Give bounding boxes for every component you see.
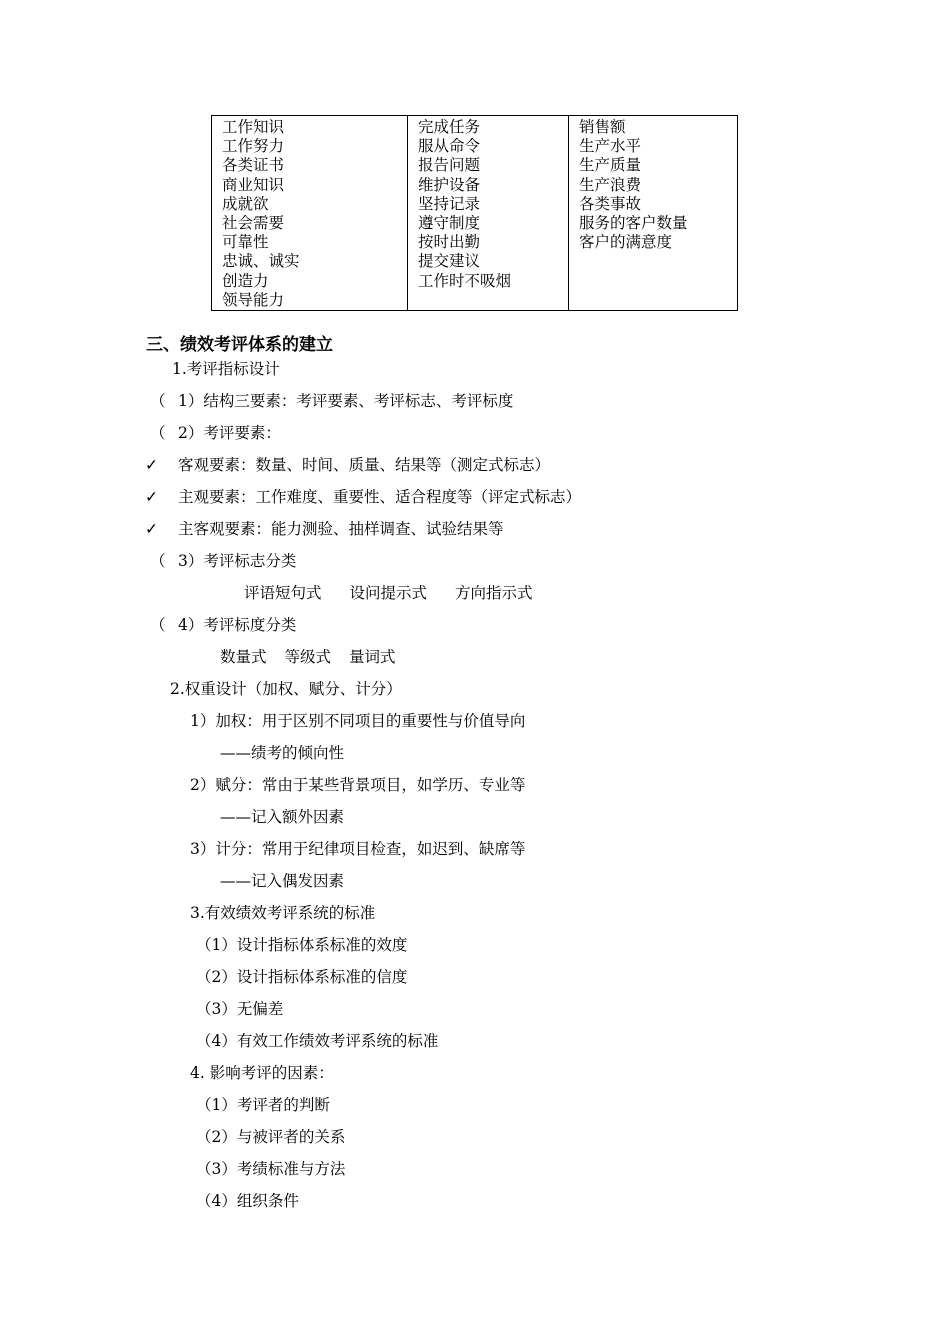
table-cell: 按时出勤 <box>418 233 481 252</box>
table-cell: 工作努力 <box>222 137 285 156</box>
table-cell: 销售额 <box>579 118 626 136</box>
table-cell: 维护设备 <box>418 175 481 194</box>
paren-mark: （ <box>150 616 166 634</box>
list-item: 2）赋分：常由于某些背景项目，如学历、专业等 <box>190 776 526 794</box>
list-item: 3）考评标志分类 <box>178 552 297 570</box>
subsection-title: 1.考评指标设计 <box>172 360 280 378</box>
table-cell: 可靠性 <box>222 233 269 252</box>
list-item: 1）结构三要素：考评要素、考评标志、考评标度 <box>178 392 514 410</box>
table-cell: 坚持记录 <box>418 194 481 213</box>
table-cell: 工作知识 <box>222 118 285 136</box>
checkmark-icon: ✓ <box>145 456 158 474</box>
list-item: （3）考绩标准与方法 <box>196 1160 346 1178</box>
table-cell: 领导能力 <box>222 290 285 309</box>
list-item: （1）设计指标体系标准的效度 <box>196 936 408 954</box>
table-cell: 生产水平 <box>579 137 642 156</box>
type-item: 数量式 <box>220 648 267 666</box>
table-cell: 商业知识 <box>222 175 285 194</box>
paren-mark: （ <box>150 424 166 442</box>
subsection-title: 3.有效绩效考评系统的标准 <box>190 904 376 922</box>
list-item: （2）设计指标体系标准的信度 <box>196 968 408 986</box>
subsection-title: 2.权重设计（加权、赋分、计分） <box>170 680 402 698</box>
type-item: 评语短句式 <box>244 584 322 602</box>
type-item: 方向指示式 <box>455 584 533 602</box>
scale-types <box>220 647 396 667</box>
list-item: （3）无偏差 <box>196 1000 284 1018</box>
table-cell: 完成任务 <box>418 118 481 136</box>
checkmark-icon: ✓ <box>145 520 158 538</box>
type-item: 等级式 <box>284 648 332 666</box>
table-cell: 提交建议 <box>418 252 481 271</box>
table-cell: 社会需要 <box>222 214 285 233</box>
table-cell: 各类事故 <box>579 194 642 213</box>
table-cell: 生产浪费 <box>579 175 642 194</box>
paren-mark: （ <box>150 392 166 410</box>
table-cell: 忠诚、诚实 <box>222 252 300 271</box>
list-item: 客观要素：数量、时间、质量、结果等（测定式标志） <box>178 456 551 474</box>
indicator-table <box>211 115 738 311</box>
list-item: 主观要素：工作难度、重要性、适合程度等（评定式标志） <box>178 488 582 506</box>
table-cell: 遵守制度 <box>418 214 481 233</box>
table-cell: 生产质量 <box>579 156 642 175</box>
list-item: （1）考评者的判断 <box>196 1096 330 1114</box>
table-column-3 <box>569 116 738 311</box>
list-item: （2）与被评者的关系 <box>196 1128 346 1146</box>
table-column-2 <box>408 116 569 311</box>
table-column-1 <box>212 116 408 311</box>
paren-mark: （ <box>150 552 166 570</box>
table-cell: 创造力 <box>222 271 269 290</box>
list-item: 4）考评标度分类 <box>178 616 297 634</box>
list-item: （4）组织条件 <box>196 1192 299 1210</box>
list-note: ——记入偶发因素 <box>220 872 345 890</box>
table-cell: 成就欲 <box>222 194 269 213</box>
table-cell: 各类证书 <box>222 156 285 175</box>
list-note: ——绩考的倾向性 <box>220 744 345 762</box>
type-item: 设问提示式 <box>349 584 428 602</box>
list-item: （4）有效工作绩效考评系统的标准 <box>196 1032 439 1050</box>
indicator-types <box>244 583 533 603</box>
list-item: 2）考评要素： <box>178 424 281 442</box>
list-note: ——记入额外因素 <box>220 808 345 826</box>
table-cell: 客户的满意度 <box>579 233 673 252</box>
table-cell: 报告问题 <box>418 156 481 175</box>
list-item: 3）计分：常用于纪律项目检查，如迟到、缺席等 <box>190 840 526 858</box>
section-heading: 三、绩效考评体系的建立 <box>146 335 333 355</box>
list-item: 主客观要素：能力测验、抽样调查、试验结果等 <box>178 520 504 538</box>
list-item: 1）加权：用于区别不同项目的重要性与价值导向 <box>190 712 526 730</box>
subsection-title: 4. 影响考评的因素： <box>190 1064 334 1082</box>
table-cell: 服从命令 <box>418 137 481 156</box>
type-item: 量词式 <box>349 648 396 666</box>
checkmark-icon: ✓ <box>145 488 158 506</box>
table-cell: 服务的客户数量 <box>579 214 688 233</box>
table-cell: 工作时不吸烟 <box>418 271 512 290</box>
